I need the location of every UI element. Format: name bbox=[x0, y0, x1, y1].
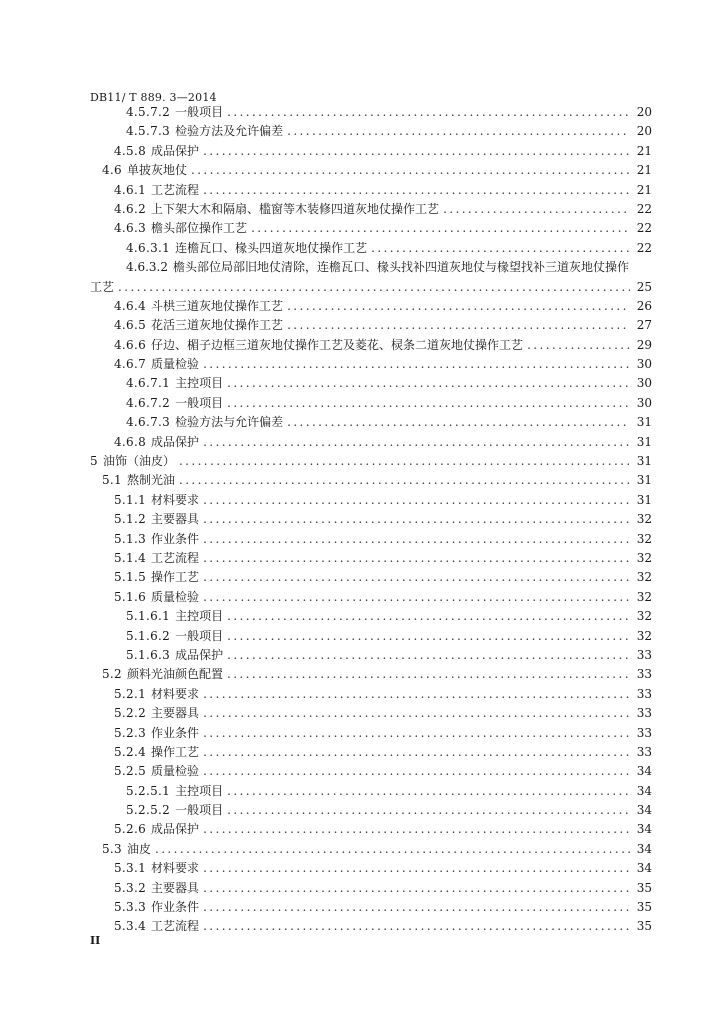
page-number: II bbox=[90, 934, 101, 947]
toc-dot-leader bbox=[191, 161, 630, 180]
toc-entry-page: 34 bbox=[636, 841, 652, 856]
toc-entry-page: 33 bbox=[636, 744, 652, 759]
toc-entry-page: 34 bbox=[636, 822, 652, 837]
toc-entry-title: 上下架大木和隔扇、槛窗等木装修四道灰地仗操作工艺 bbox=[151, 201, 440, 216]
toc-entry-page: 20 bbox=[636, 105, 652, 119]
toc-entry-page: 32 bbox=[636, 589, 652, 604]
toc-entry-number: 5.1.3 bbox=[114, 531, 147, 546]
toc-dot-leader bbox=[203, 491, 630, 510]
toc-dot-leader bbox=[227, 374, 630, 393]
toc-entry-title: 材料要求 bbox=[151, 686, 200, 701]
toc-dot-leader bbox=[443, 200, 630, 219]
toc-entry[interactable] bbox=[90, 549, 652, 568]
toc-dot-leader bbox=[203, 762, 630, 781]
toc-entry-page: 27 bbox=[636, 318, 652, 333]
toc-dot-leader bbox=[227, 394, 630, 413]
toc-entry-title: 一般项目 bbox=[175, 105, 224, 119]
toc-entry[interactable] bbox=[90, 316, 652, 335]
toc-dot-leader bbox=[118, 278, 630, 297]
toc-entry[interactable] bbox=[90, 665, 652, 684]
toc-dot-leader bbox=[179, 452, 630, 471]
toc-entry[interactable] bbox=[90, 743, 652, 762]
toc-entry-page: 29 bbox=[636, 337, 652, 352]
toc-entry[interactable] bbox=[90, 491, 652, 510]
toc-entry-page: 30 bbox=[636, 357, 652, 372]
toc-entry-number: 5.2.1 bbox=[114, 686, 147, 701]
toc-entry-number: 5.3.4 bbox=[114, 919, 147, 934]
toc-entry-title: 檐头部位操作工艺 bbox=[151, 221, 248, 236]
toc-entry[interactable] bbox=[90, 588, 652, 607]
toc-entry-page: 21 bbox=[636, 182, 652, 197]
document-header: DB11/ T 889. 3—2014 bbox=[90, 91, 217, 104]
toc-dot-leader bbox=[287, 297, 630, 316]
toc-entry-title: 仔边、楣子边框三道灰地仗操作工艺及菱花、棂条二道灰地仗操作工艺 bbox=[151, 337, 524, 352]
toc-dot-leader bbox=[287, 413, 630, 432]
toc-entry-number: 5.1.1 bbox=[114, 492, 147, 507]
toc-entry-title: 主控项目 bbox=[175, 609, 224, 624]
toc-entry[interactable] bbox=[90, 219, 652, 238]
toc-entry-number: 4.6.3.1 bbox=[126, 240, 171, 255]
toc-entry[interactable] bbox=[90, 704, 652, 723]
toc-entry-title: 操作工艺 bbox=[151, 570, 200, 585]
toc-dot-leader bbox=[371, 239, 630, 258]
toc-entry-title: 油皮 bbox=[126, 841, 151, 856]
toc-entry[interactable] bbox=[90, 103, 652, 122]
toc-entry-title: 一般项目 bbox=[175, 803, 224, 818]
toc-entry[interactable] bbox=[90, 161, 652, 180]
toc-entry[interactable] bbox=[90, 782, 652, 801]
toc-entry-number: 5.2.3 bbox=[114, 725, 147, 740]
toc-entry-page: 22 bbox=[636, 240, 652, 255]
toc-entry-page: 32 bbox=[636, 531, 652, 546]
toc-dot-leader bbox=[203, 685, 630, 704]
toc-entry-number: 5.3.2 bbox=[114, 880, 147, 895]
toc-entry-title: 油饰（油皮） bbox=[102, 454, 175, 469]
toc-entry-page: 26 bbox=[636, 298, 652, 313]
toc-entry-title: 检验方法与允许偏差 bbox=[175, 415, 284, 430]
toc-entry-number: 4.6.7 bbox=[114, 357, 147, 372]
toc-dot-leader bbox=[203, 743, 630, 762]
toc-entry-title: 熬制光油 bbox=[126, 473, 175, 488]
toc-entry[interactable] bbox=[90, 801, 652, 820]
toc-entry-page: 31 bbox=[636, 454, 652, 469]
toc-dot-leader bbox=[203, 859, 630, 878]
toc-entry-number: 5.1.6.3 bbox=[126, 647, 171, 662]
toc-entry-number: 4.6.1 bbox=[114, 182, 147, 197]
toc-entry[interactable] bbox=[90, 374, 652, 393]
toc-entry-number: 4.6.8 bbox=[114, 434, 147, 449]
toc-entry-page: 32 bbox=[636, 550, 652, 565]
toc-entry[interactable] bbox=[90, 258, 652, 277]
toc-entry[interactable] bbox=[90, 200, 652, 219]
toc-dot-leader bbox=[203, 142, 630, 161]
toc-entry[interactable] bbox=[90, 413, 652, 432]
toc-entry-number: 5.2.4 bbox=[114, 744, 147, 759]
toc-entry-title: 连檐瓦口、椽头四道灰地仗操作工艺 bbox=[175, 240, 368, 255]
toc-entry[interactable] bbox=[90, 685, 652, 704]
toc-dot-leader bbox=[203, 917, 630, 936]
toc-dot-leader bbox=[203, 355, 630, 374]
toc-dot-leader bbox=[227, 646, 630, 665]
toc-entry[interactable] bbox=[90, 122, 652, 141]
toc-entry-title-continuation: 工艺 bbox=[90, 279, 115, 294]
toc-entry[interactable] bbox=[90, 840, 652, 859]
toc-entry-title: 检验方法及允许偏差 bbox=[175, 124, 284, 139]
toc-dot-leader bbox=[227, 607, 630, 626]
toc-entry-number: 5.2.6 bbox=[114, 822, 147, 837]
toc-dot-leader bbox=[203, 898, 630, 917]
toc-entry-title: 成品保护 bbox=[151, 434, 200, 449]
toc-entry-page: 32 bbox=[636, 512, 652, 527]
toc-entry-number: 4.5.7.2 bbox=[126, 105, 171, 119]
toc-entry-page: 25 bbox=[636, 279, 652, 294]
toc-dot-leader bbox=[203, 510, 630, 529]
toc-entry-title: 单披灰地仗 bbox=[126, 163, 187, 178]
toc-entry-number: 5.2.5.1 bbox=[126, 783, 171, 798]
toc-entry[interactable] bbox=[90, 879, 652, 898]
toc-entry-page: 32 bbox=[636, 570, 652, 585]
toc-dot-leader bbox=[203, 724, 630, 743]
toc-dot-leader bbox=[527, 336, 630, 355]
toc-entry-number: 4.6.2 bbox=[114, 201, 147, 216]
toc-entry-number: 5.1.4 bbox=[114, 550, 147, 565]
toc-entry-title: 质量检验 bbox=[151, 357, 200, 372]
toc-entry-title: 主控项目 bbox=[175, 783, 224, 798]
toc-dot-leader bbox=[203, 588, 630, 607]
toc-dot-leader bbox=[227, 665, 630, 684]
toc-entry-page: 30 bbox=[636, 376, 652, 391]
toc-entry-title: 工艺流程 bbox=[151, 919, 200, 934]
toc-entry-page: 35 bbox=[636, 900, 652, 915]
toc-entry-page: 35 bbox=[636, 880, 652, 895]
table-of-contents bbox=[90, 103, 652, 937]
toc-entry-title: 材料要求 bbox=[151, 861, 200, 876]
toc-entry-page: 33 bbox=[636, 725, 652, 740]
toc-entry[interactable] bbox=[90, 627, 652, 646]
toc-dot-leader bbox=[179, 471, 630, 490]
toc-entry[interactable] bbox=[90, 762, 652, 781]
toc-entry-number: 5.3 bbox=[102, 841, 122, 856]
toc-entry-number: 5.3.1 bbox=[114, 861, 147, 876]
toc-dot-leader bbox=[155, 840, 630, 859]
toc-entry[interactable] bbox=[90, 471, 652, 490]
toc-dot-leader bbox=[227, 801, 630, 820]
toc-dot-leader bbox=[227, 103, 630, 122]
toc-dot-leader bbox=[287, 316, 630, 335]
toc-dot-leader bbox=[203, 530, 630, 549]
toc-dot-leader bbox=[227, 782, 630, 801]
toc-entry-page: 21 bbox=[636, 163, 652, 178]
toc-entry[interactable] bbox=[90, 646, 652, 665]
toc-dot-leader bbox=[203, 879, 630, 898]
toc-entry-title: 一般项目 bbox=[175, 628, 224, 643]
toc-dot-leader bbox=[203, 568, 630, 587]
toc-entry[interactable] bbox=[90, 336, 652, 355]
toc-entry-page: 33 bbox=[636, 647, 652, 662]
toc-entry-number: 5.1 bbox=[102, 473, 122, 488]
toc-entry-number: 4.5.7.3 bbox=[126, 124, 171, 139]
toc-entry-page: 31 bbox=[636, 492, 652, 507]
toc-entry-title: 一般项目 bbox=[175, 395, 224, 410]
toc-entry-number: 4.6.3.2 bbox=[126, 260, 168, 275]
toc-entry-number: 5.1.6.2 bbox=[126, 628, 171, 643]
toc-entry-number: 5.2.5.2 bbox=[126, 803, 171, 818]
toc-entry-page: 33 bbox=[636, 667, 652, 682]
toc-entry[interactable] bbox=[90, 394, 652, 413]
toc-entry-title: 作业条件 bbox=[151, 900, 200, 915]
toc-dot-leader bbox=[251, 219, 630, 238]
toc-entry-number: 4.6.5 bbox=[114, 318, 147, 333]
toc-entry-number: 5.1.6 bbox=[114, 589, 147, 604]
toc-dot-leader bbox=[203, 181, 630, 200]
toc-entry[interactable] bbox=[90, 239, 652, 258]
toc-entry[interactable] bbox=[90, 530, 652, 549]
toc-entry-number: 4.6.7.2 bbox=[126, 395, 171, 410]
toc-entry-title: 颜料光油颜色配置 bbox=[126, 667, 223, 682]
toc-entry-title: 主要器具 bbox=[151, 706, 200, 721]
toc-entry-title: 作业条件 bbox=[151, 725, 200, 740]
toc-entry-number: 5 bbox=[90, 454, 98, 469]
toc-entry-title: 成品保护 bbox=[151, 143, 200, 158]
toc-entry-title: 成品保护 bbox=[151, 822, 200, 837]
toc-entry-page: 31 bbox=[636, 434, 652, 449]
toc-entry-title: 主要器具 bbox=[151, 512, 200, 527]
toc-entry-page: 20 bbox=[636, 124, 652, 139]
toc-entry-title: 操作工艺 bbox=[151, 744, 200, 759]
toc-entry-title: 质量检验 bbox=[151, 589, 200, 604]
toc-entry-page: 34 bbox=[636, 803, 652, 818]
toc-entry-page: 35 bbox=[636, 919, 652, 934]
toc-entry-page: 22 bbox=[636, 221, 652, 236]
toc-entry-title: 花活三道灰地仗操作工艺 bbox=[151, 318, 284, 333]
toc-entry-number: 5.1.6.1 bbox=[126, 609, 171, 624]
toc-dot-leader bbox=[227, 627, 630, 646]
toc-dot-leader bbox=[203, 704, 630, 723]
toc-dot-leader bbox=[287, 122, 630, 141]
toc-entry[interactable] bbox=[90, 433, 652, 452]
toc-entry[interactable] bbox=[90, 568, 652, 587]
toc-entry-number: 4.6.7.1 bbox=[126, 376, 171, 391]
toc-entry[interactable] bbox=[90, 607, 652, 626]
toc-entry-page: 31 bbox=[636, 473, 652, 488]
toc-entry-number: 5.1.5 bbox=[114, 570, 147, 585]
toc-entry-title: 成品保护 bbox=[175, 647, 224, 662]
toc-entry-page: 34 bbox=[636, 783, 652, 798]
toc-entry-title: 工艺流程 bbox=[151, 550, 200, 565]
toc-entry[interactable] bbox=[90, 181, 652, 200]
toc-dot-leader bbox=[203, 433, 630, 452]
toc-entry-page: 34 bbox=[636, 861, 652, 876]
toc-entry-number: 4.6.6 bbox=[114, 337, 147, 352]
toc-entry[interactable] bbox=[90, 859, 652, 878]
toc-entry-title: 主控项目 bbox=[175, 376, 224, 391]
toc-entry[interactable] bbox=[90, 510, 652, 529]
toc-entry-number: 4.6.3 bbox=[114, 221, 147, 236]
toc-entry-page: 31 bbox=[636, 415, 652, 430]
toc-dot-leader bbox=[203, 820, 630, 839]
toc-entry[interactable] bbox=[90, 355, 652, 374]
toc-entry-number: 5.2.2 bbox=[114, 706, 147, 721]
toc-entry-page: 33 bbox=[636, 706, 652, 721]
toc-entry-number: 4.6 bbox=[102, 163, 122, 178]
toc-dot-leader bbox=[203, 549, 630, 568]
toc-entry[interactable] bbox=[90, 898, 652, 917]
toc-entry-title: 作业条件 bbox=[151, 531, 200, 546]
toc-entry-title: 斗栱三道灰地仗操作工艺 bbox=[151, 298, 284, 313]
toc-entry-number: 4.5.8 bbox=[114, 143, 147, 158]
toc-entry-page: 30 bbox=[636, 395, 652, 410]
toc-entry-title: 主要器具 bbox=[151, 880, 200, 895]
toc-entry-title: 檐头部位局部旧地仗清除，连檐瓦口、椽头找补四道灰地仗与椽望找补三道灰地仗操作 bbox=[172, 260, 629, 275]
toc-entry-number: 5.2.5 bbox=[114, 764, 147, 779]
toc-entry[interactable] bbox=[90, 297, 652, 316]
toc-entry-number: 5.2 bbox=[102, 667, 122, 682]
toc-entry[interactable] bbox=[90, 820, 652, 839]
toc-entry-number: 5.1.2 bbox=[114, 512, 147, 527]
toc-entry-continuation[interactable] bbox=[90, 278, 652, 297]
toc-entry-page: 32 bbox=[636, 609, 652, 624]
toc-entry-title: 材料要求 bbox=[151, 492, 200, 507]
toc-entry-number: 4.6.4 bbox=[114, 298, 147, 313]
toc-entry-page: 22 bbox=[636, 201, 652, 216]
toc-entry[interactable] bbox=[90, 724, 652, 743]
toc-entry-number: 4.6.7.3 bbox=[126, 415, 171, 430]
toc-entry-page: 32 bbox=[636, 628, 652, 643]
toc-entry-page: 34 bbox=[636, 764, 652, 779]
toc-entry-number: 5.3.3 bbox=[114, 900, 147, 915]
toc-entry[interactable] bbox=[90, 452, 652, 471]
toc-entry-title: 质量检验 bbox=[151, 764, 200, 779]
toc-entry[interactable] bbox=[90, 917, 652, 936]
toc-entry-page: 33 bbox=[636, 686, 652, 701]
toc-entry[interactable] bbox=[90, 142, 652, 161]
toc-entry-title: 工艺流程 bbox=[151, 182, 200, 197]
toc-entry-page: 21 bbox=[636, 143, 652, 158]
